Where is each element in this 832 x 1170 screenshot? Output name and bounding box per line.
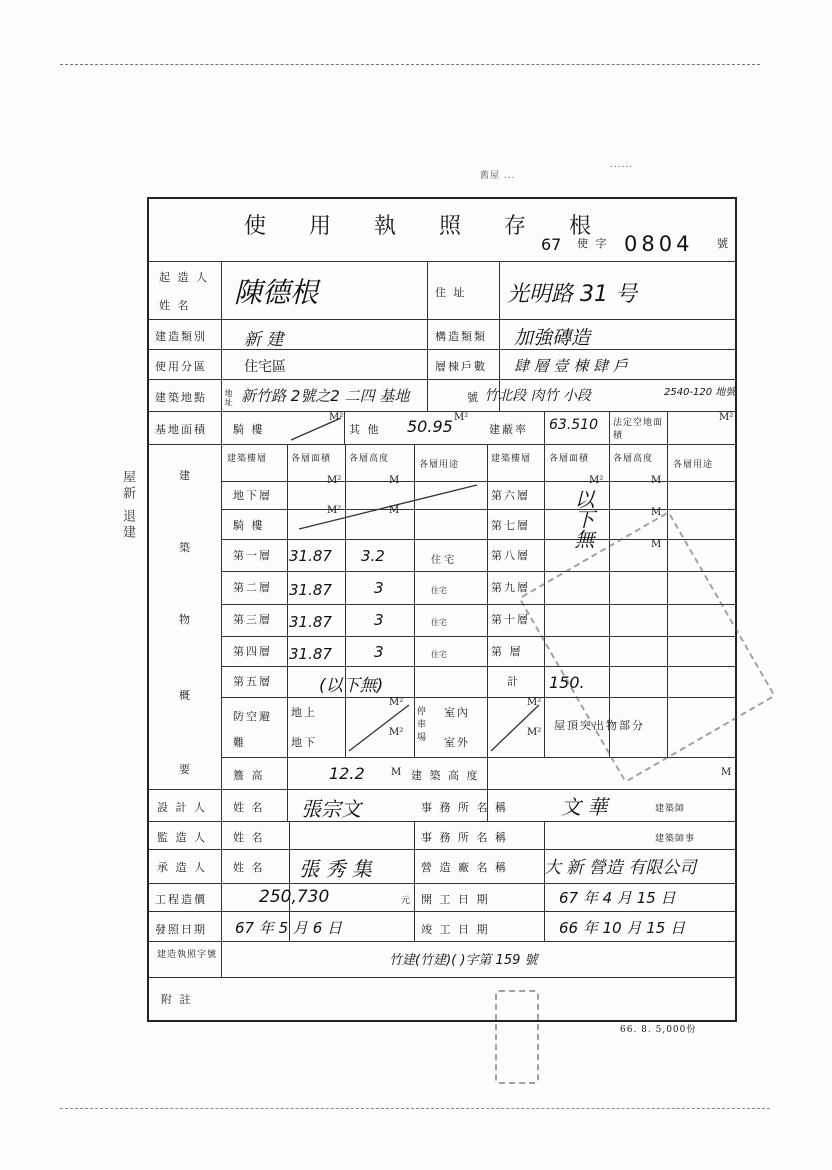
designer-firm: 建築師 [655, 804, 686, 814]
contractor-label: 承 造 人 [157, 861, 207, 874]
start-label: 開 工 日 期 [421, 893, 490, 906]
m2-r6: M² [589, 475, 604, 486]
top-rule [60, 64, 760, 65]
floor-5-note: (以下無) [319, 676, 384, 696]
m-basement: M [389, 475, 400, 486]
lot-value: 竹北段 肉竹 小段 [484, 388, 591, 404]
issue-label: 發照日期 [155, 923, 207, 936]
bldg-height-unit: M [721, 767, 732, 778]
eave-label: 簷 高 [233, 769, 265, 782]
area-label: 基地面積 [155, 423, 207, 436]
designer-office-label: 事 務 所 名 稱 [421, 801, 508, 814]
floor-4-use: 住宅 [431, 650, 447, 659]
hdr-area-r: 各層面積 [549, 454, 590, 464]
structure-value: 加強磚造 [514, 327, 591, 349]
floor-9: 第九層 [491, 581, 530, 594]
m2-arcade: M² [327, 505, 342, 516]
form-title: 使 用 執 照 存 根 [244, 214, 609, 239]
license-prefix: 使 字 [577, 237, 609, 250]
total-area: 150. [549, 673, 585, 692]
m-arcade: M [389, 505, 400, 516]
supervisor-name-label: 姓 名 [233, 831, 265, 844]
designer-name: 張宗文 [301, 797, 361, 821]
floor-1: 第一層 [233, 549, 272, 562]
roof-note: 屋頂突出物部分 [554, 719, 645, 732]
m2-air-above: M² [389, 697, 404, 708]
floor-6: 第六層 [491, 489, 530, 502]
side-char-1: 建 [179, 469, 192, 482]
eave-unit: M [391, 767, 402, 778]
m2-basement: M² [327, 475, 342, 486]
floor-4-area: 31.87 [289, 645, 332, 663]
permit-value: 竹建(竹建)( )字第 159 號 [389, 953, 538, 968]
hdr-use-r: 各層用途 [673, 460, 714, 470]
side-char-2: 築 [179, 541, 192, 554]
other-label: 其 他 [349, 423, 381, 436]
floor-3-height: 3 [374, 611, 384, 629]
site-label: 建築地點 [155, 391, 207, 404]
floor-2-area: 31.87 [289, 581, 332, 599]
contractor-name: 張 秀 集 [299, 857, 372, 881]
floor-total: 計 [507, 675, 520, 688]
coverage-value: 63.510 [549, 417, 598, 433]
parking-in: 室內 [444, 706, 470, 719]
area-unit-1: M² [329, 412, 344, 423]
license-suffix: 號 [717, 237, 730, 250]
floor-3: 第三層 [233, 613, 272, 626]
hdr-floor-l: 建築樓層 [227, 454, 268, 464]
floor-basement: 地下層 [233, 489, 272, 502]
floor-2-use: 住宅 [431, 586, 447, 595]
start-value: 67 年 4 月 15 日 [559, 889, 676, 907]
footer-print: 66. 8. 5,000份 [620, 1025, 697, 1035]
supervisor-label: 監 造 人 [157, 831, 207, 844]
cost-label: 工程造價 [155, 893, 207, 906]
note-label: 附 註 [161, 993, 193, 1006]
floor-4: 第四層 [233, 645, 272, 658]
area-unit-2: M² [454, 412, 469, 423]
air-raid-below: 地下 [291, 736, 317, 749]
supervisor-firm: 建築師事 [655, 834, 696, 844]
floor-3-area: 31.87 [289, 613, 332, 631]
bottom-rule [60, 1108, 770, 1109]
structure-label: 構造類類 [435, 330, 487, 343]
right-diag-text: 以下無 [571, 489, 595, 549]
builder-label-2: 姓 名 [159, 299, 191, 312]
lot-label: 號 [467, 391, 480, 404]
other-value: 50.95 [407, 417, 453, 436]
zone-value: 住宅區 [244, 359, 286, 375]
zone-label: 使用分區 [155, 360, 207, 373]
m-r6: M [651, 475, 662, 486]
floor-10: 第十層 [491, 613, 530, 626]
m-r7: M [651, 507, 662, 518]
floor-1-area: 31.87 [289, 547, 332, 565]
floors-label: 層棟戶數 [435, 360, 487, 373]
air-raid-label: 防空避難 [233, 710, 272, 749]
floor-2-height: 3 [374, 579, 384, 597]
permit-label: 建造執照字號 [157, 950, 218, 960]
eave-value: 12.2 [329, 764, 365, 783]
cost-value: 250,730 [259, 887, 330, 907]
area-unit-3: M² [719, 412, 734, 423]
category-label: 建造類別 [155, 330, 207, 343]
top-stamp-right: ...... [610, 160, 634, 170]
contractor-name-label: 姓 名 [233, 861, 265, 874]
left-margin-note: 屋新 退建 [120, 470, 135, 542]
site-value: 新竹路 2號之2 二四 基地 [241, 387, 410, 405]
floor-1-height: 3.2 [361, 547, 385, 565]
supervisor-office-label: 事 務 所 名 稱 [421, 831, 508, 844]
floor-5: 第五層 [233, 675, 272, 688]
top-stamp-left: 舊屋 ... [480, 171, 516, 181]
floors-value: 肆 層 壹 棟 肆 戶 [514, 357, 628, 375]
bottom-stamp [495, 990, 539, 1084]
cost-unit: 元 [401, 896, 412, 906]
m2-parking-in: M² [527, 697, 542, 708]
coverage-label: 建蔽率 [489, 423, 528, 436]
m-r8: M [651, 539, 662, 550]
license-number: 0804 [624, 232, 694, 256]
m2-air-below: M² [389, 727, 404, 738]
hdr-floor-r: 建築樓層 [491, 454, 532, 464]
license-year: 67 [541, 235, 562, 254]
builder-label-1: 起 造 人 [159, 271, 209, 284]
contractor-office: 大 新 營造 有限公司 [544, 858, 697, 878]
issue-value: 67 年 5 月 6 日 [235, 919, 343, 937]
bldg-height-label: 建 築 高 度 [411, 769, 480, 782]
floor-8: 第八層 [491, 549, 530, 562]
finish-value: 66 年 10 月 15 日 [559, 919, 686, 937]
address-label: 住 址 [435, 286, 467, 299]
floor-3-use: 住宅 [431, 618, 447, 627]
address-value: 光明路 31 号 [507, 282, 637, 307]
air-raid-diagonal [345, 699, 414, 755]
legal-label: 法定空地面積 [613, 418, 664, 441]
hdr-use-l: 各層用途 [419, 460, 460, 470]
contractor-office-label: 營 造 廠 名 稱 [421, 861, 508, 874]
side-char-5: 要 [179, 763, 192, 776]
parking-label: 停車場 [417, 707, 428, 743]
category-value: 新 建 [244, 330, 284, 350]
designer-label: 設 計 人 [157, 801, 207, 814]
lot-number: 2540-120 地號 [664, 387, 736, 398]
air-raid-above: 地上 [291, 706, 317, 719]
floor-arcade: 騎 樓 [233, 519, 265, 532]
hdr-height-l: 各層高度 [349, 454, 390, 464]
hdr-height-r: 各層高度 [613, 454, 654, 464]
side-char-3: 物 [179, 613, 192, 626]
builder-name: 陳德根 [234, 276, 319, 309]
designer-name-label: 姓 名 [233, 801, 265, 814]
finish-label: 竣 工 日 期 [421, 923, 490, 936]
floor-n: 第 層 [491, 645, 523, 658]
side-char-4: 概 [179, 689, 192, 702]
designer-office: 文 華 [561, 795, 608, 819]
floor-7: 第七層 [491, 519, 530, 532]
hdr-area-l: 各層面積 [291, 454, 332, 464]
arcade-label: 騎 樓 [233, 423, 265, 436]
floor-1-use: 住 宅 [431, 555, 455, 566]
site-address-prefix: 地址 [224, 389, 233, 407]
floor-2: 第二層 [233, 581, 272, 594]
left-diagonal [289, 481, 487, 539]
m2-parking-out: M² [527, 727, 542, 738]
floor-4-height: 3 [374, 643, 384, 661]
parking-out: 室外 [444, 736, 470, 749]
